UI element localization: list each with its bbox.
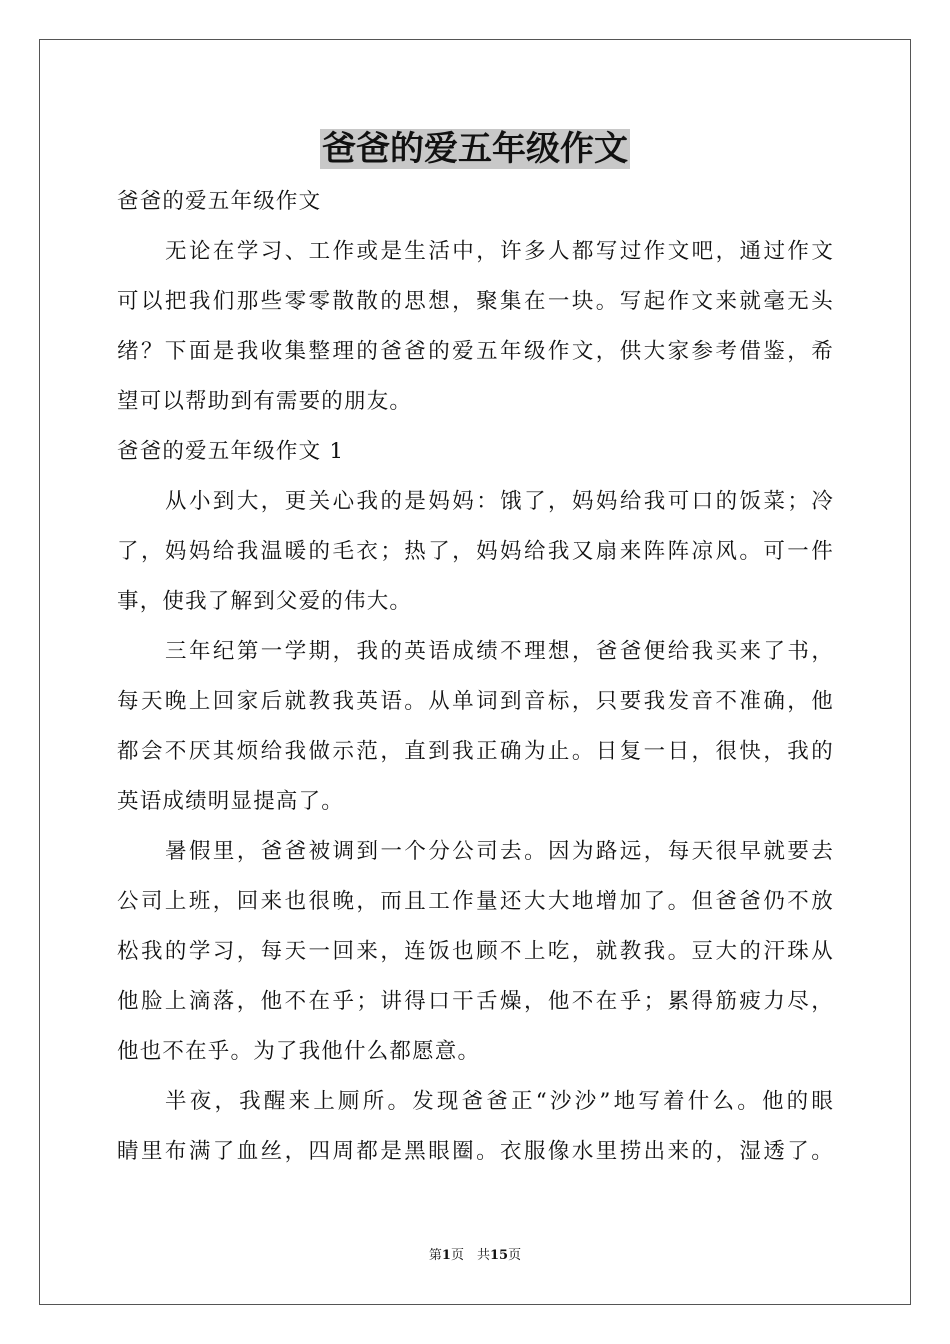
footer-page-current: 1 <box>441 1248 451 1263</box>
footer-page-suffix: 页 <box>508 1248 522 1263</box>
text-line: 可 以 把 我 们 那 些 零 零 散 散 的 思 想 ， 聚 集 在 一 块 。 写 起 作 文 来 就 毫 无 头 <box>117 289 833 314</box>
footer-page-mid: 页 共 <box>450 1248 490 1263</box>
text-line: 望可以帮助到有需要的朋友。 <box>117 389 413 414</box>
text-line: 英语成绩明显提高了。 <box>117 789 345 814</box>
text-line: 公 司 上 班 ， 回 来 也 很 晚 ， 而 且 工 作 量 还 大 大 地 增 加 了 。 但 爸 爸 仍 不 放 <box>117 889 833 914</box>
text-line: 他也不在乎。为了我他什么都愿意。 <box>117 1039 481 1064</box>
text-line: 暑 假 里 ， 爸 爸 被 调 到 一 个 分 公 司 去 。 因 为 路 远 ， 每 天 很 早 就 要 去 <box>165 839 833 864</box>
text-line: 睛 里 布 满 了 血 丝 ， 四 周 都 是 黑 眼 圈 。 衣 服 像 水 里 捞 出 来 的 ， 湿 透 了 。 <box>117 1139 833 1164</box>
text-line: 三 年 纪 第 一 学 期 ， 我 的 英 语 成 绩 不 理 想 ， 爸 爸 便 给 我 买 来 了 书 ， <box>165 639 833 664</box>
page-footer <box>0 1247 950 1265</box>
footer-page-total: 15 <box>489 1248 509 1263</box>
document-body <box>117 177 833 1177</box>
text-line: 都 会 不 厌 其 烦 给 我 做 示 范 ， 直 到 我 正 确 为 止 。 日 复 一 日 ， 很 快 ， 我 的 <box>117 739 833 764</box>
text-line: 每 天 晚 上 回 家 后 就 教 我 英 语 。 从 单 词 到 音 标 ， 只 要 我 发 音 不 准 确 ， 他 <box>117 689 833 714</box>
document-title-text: 爸爸的爱五年级作文 <box>322 129 628 169</box>
text-line: 爸爸的爱五年级作文 <box>117 189 322 214</box>
text-line: 从 小 到 大 ， 更 关 心 我 的 是 妈 妈 ： 饿 了 ， 妈 妈 给 我 可 口 的 饭 菜 ； 冷 <box>165 489 833 514</box>
text-line: 半 夜 ， 我 醒 来 上 厕 所 。 发 现 爸 爸 正 “ 沙 沙 ” 地 写 着 什 么 。 他 的 眼 <box>165 1089 833 1114</box>
text-line: 无 论 在 学 习 、 工 作 或 是 生 活 中 ， 许 多 人 都 写 过 作 文 吧 ， 通 过 作 文 <box>165 239 833 264</box>
document-title <box>0 126 950 172</box>
text-line: 爸爸的爱五年级作文 1 <box>117 439 345 464</box>
text-line: 松 我 的 学 习 ， 每 天 一 回 来 ， 连 饭 也 顾 不 上 吃 ， 就 教 我 。 豆 大 的 汗 珠 从 <box>117 939 833 964</box>
text-line: 事，使我了解到父爱的伟大。 <box>117 589 413 614</box>
text-line: 绪 ？ 下 面 是 我 收 集 整 理 的 爸 爸 的 爱 五 年 级 作 文 ， 供 大 家 参 考 借 鉴 ， 希 <box>117 339 833 364</box>
text-line: 他 脸 上 滴 落 ， 他 不 在 乎 ； 讲 得 口 干 舌 燥 ， 他 不 在 乎 ； 累 得 筋 疲 力 尽 ， <box>117 989 833 1014</box>
footer-page-prefix: 第 <box>428 1248 442 1263</box>
text-line: 了 ， 妈 妈 给 我 温 暖 的 毛 衣 ； 热 了 ， 妈 妈 给 我 又 扇 来 阵 阵 凉 风 。 可 一 件 <box>117 539 833 564</box>
